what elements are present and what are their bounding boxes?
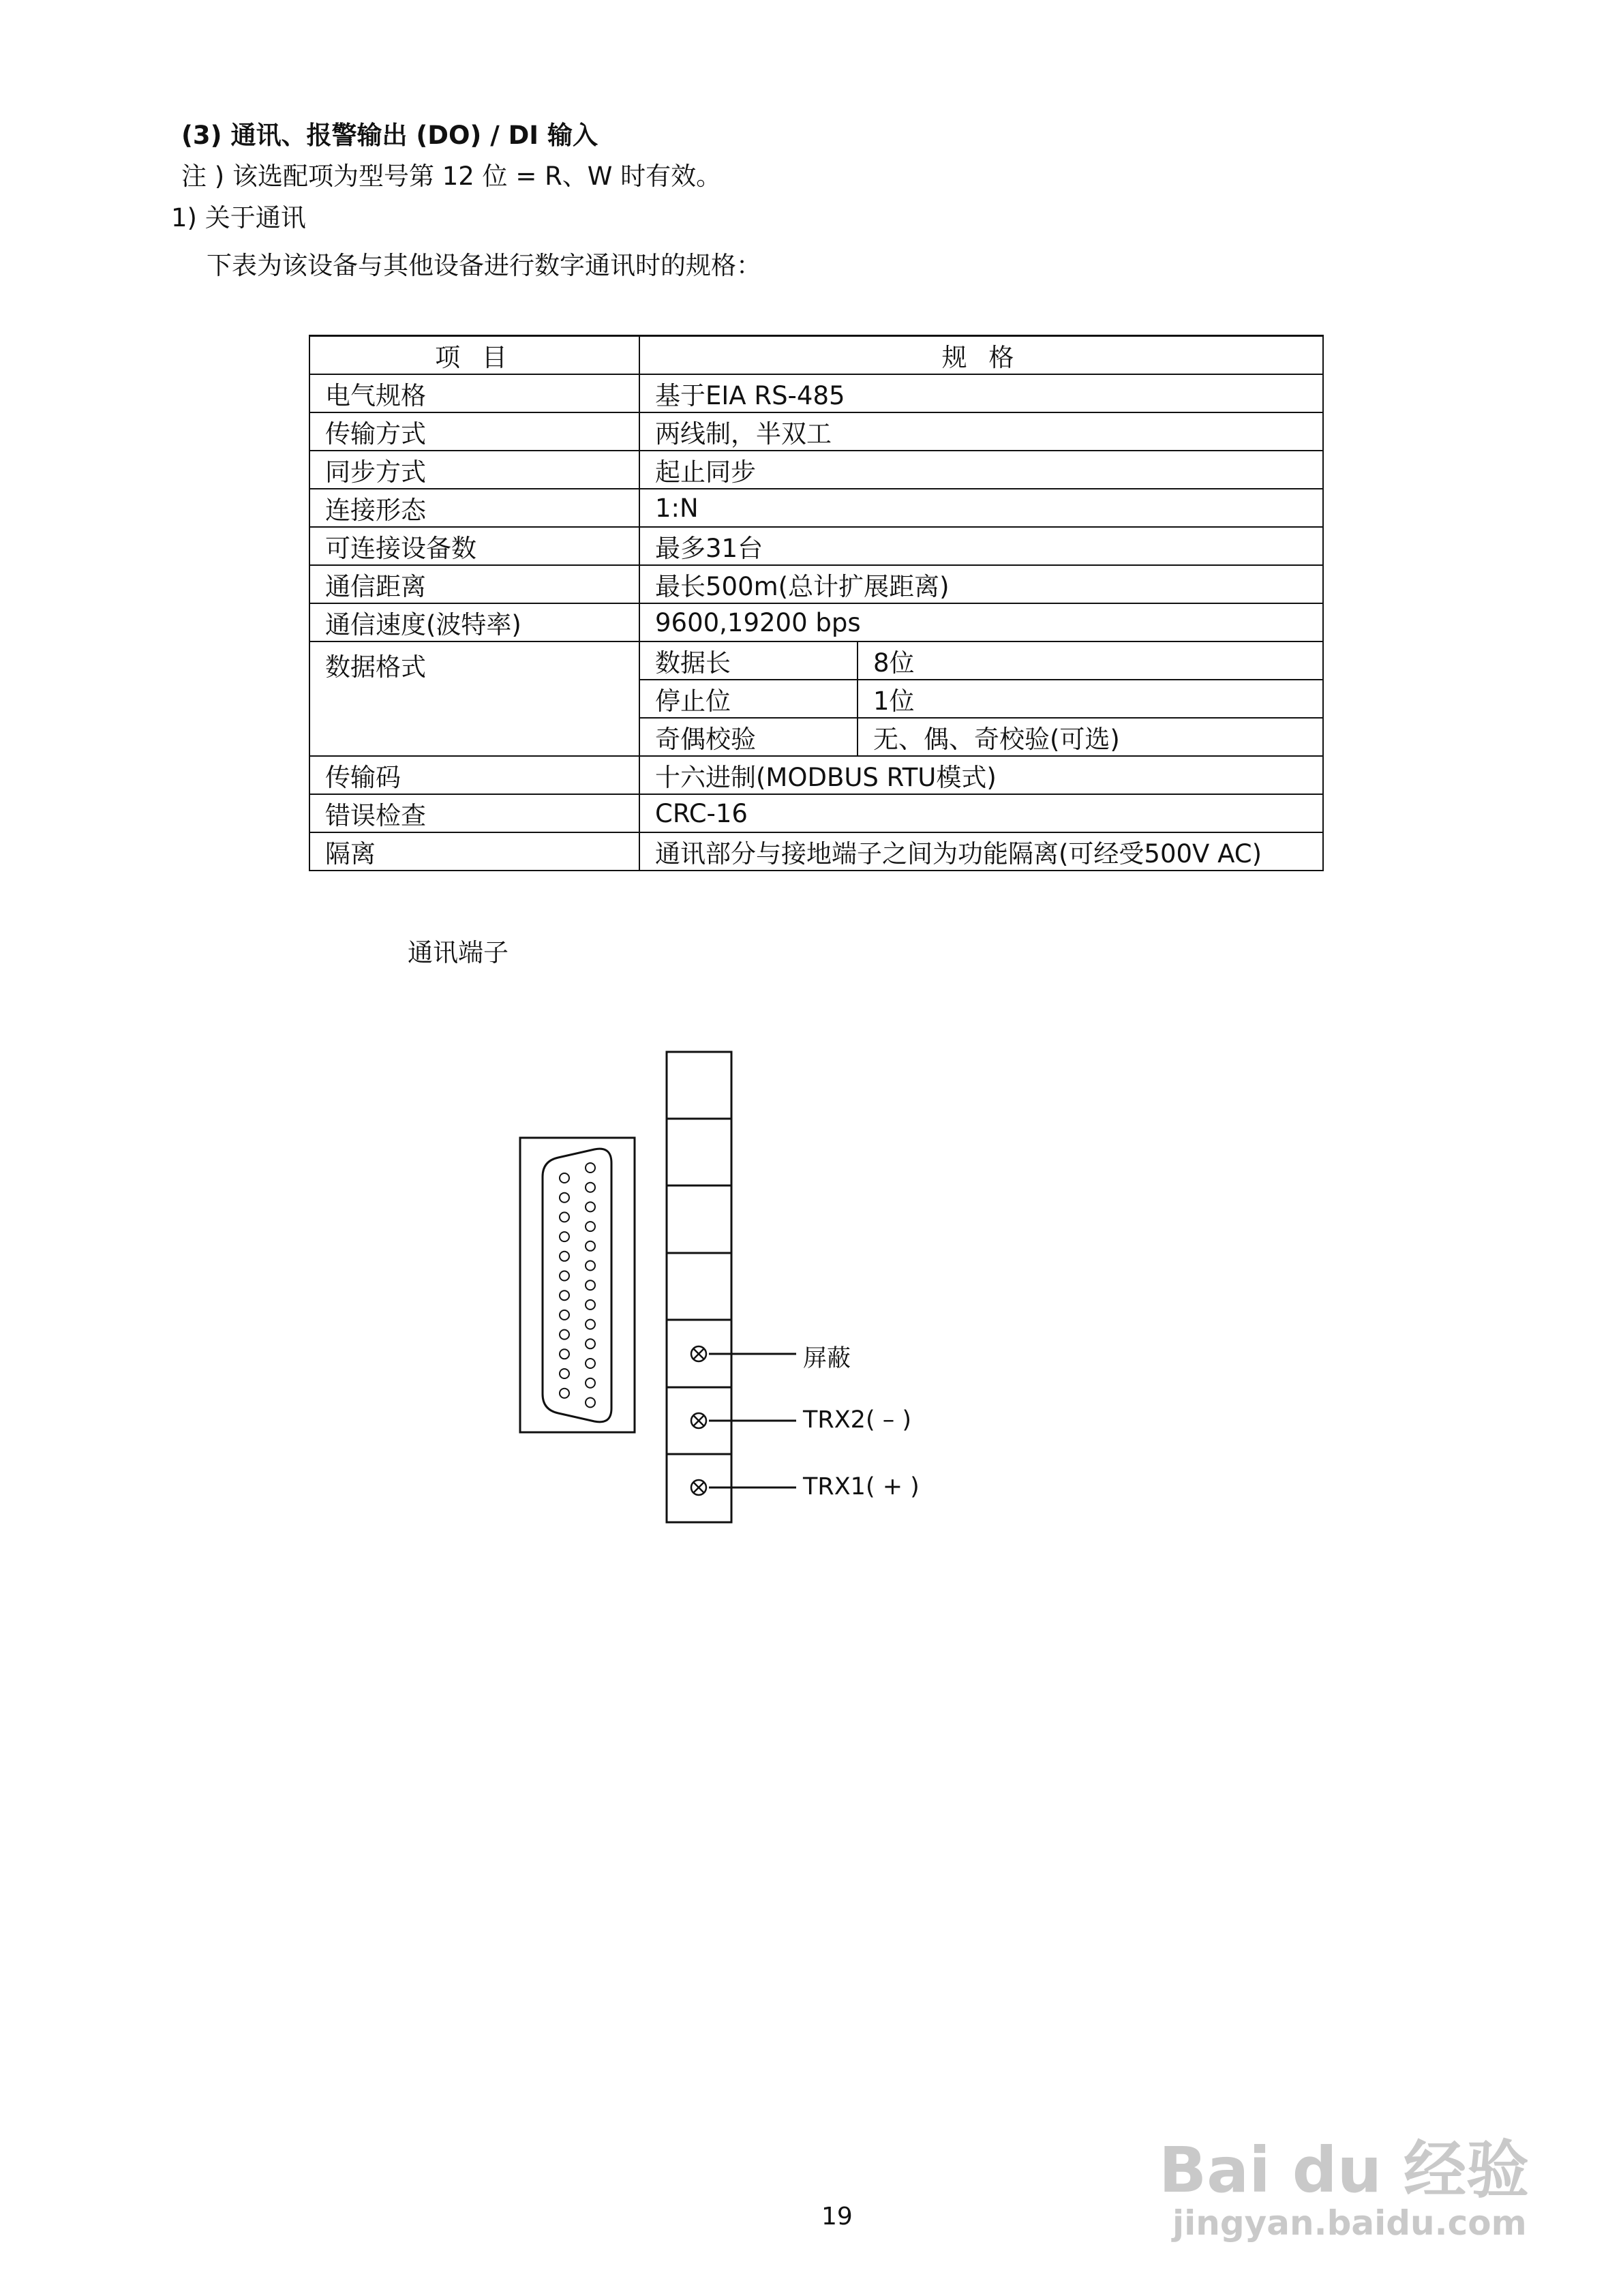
connector-pin [560, 1349, 569, 1359]
intro-text: 下表为该设备与其他设备进行数字通讯时的规格： [207, 251, 761, 280]
connector-pin [586, 1300, 595, 1310]
sub-item: 奇偶校验 [639, 718, 858, 756]
sub-item: 停止位 [639, 680, 858, 718]
connector-pin [560, 1193, 569, 1203]
header-item: 项 目 [309, 336, 639, 375]
terminal-label-trx2: TRX2( – ) [803, 1406, 912, 1434]
terminal-screw-trx2 [691, 1413, 796, 1428]
section-heading: (3) 通讯、报警输出 (DO) / DI 输入 [181, 121, 598, 150]
connector-pin [586, 1378, 595, 1388]
row-item: 错误检查 [309, 794, 639, 832]
sub-item: 数据长 [639, 641, 858, 680]
connector-pin [586, 1183, 595, 1192]
connector-pin [560, 1369, 569, 1378]
row-spec: 通讯部分与接地端子之间为功能隔离(可经受500V AC) [639, 832, 1323, 871]
page-number: 19 [821, 2203, 853, 2231]
terminal-screw-trx1 [691, 1480, 796, 1495]
row-spec: 最多31台 [639, 527, 1323, 565]
connector-pin [586, 1339, 595, 1348]
connector-pin [560, 1290, 569, 1300]
row-item: 通信距离 [309, 565, 639, 603]
connector-pin [560, 1212, 569, 1222]
connector-pin [586, 1261, 595, 1271]
row-spec: 十六进制(MODBUS RTU模式) [639, 756, 1323, 794]
watermark-url: jingyan.baidu.com [1172, 2203, 1527, 2243]
row-item: 同步方式 [309, 451, 639, 489]
connector-pin [586, 1359, 595, 1368]
connector-pin [560, 1271, 569, 1281]
row-spec: 两线制，半双工 [639, 412, 1323, 451]
header-spec: 规 格 [639, 336, 1323, 375]
connector-pin [586, 1202, 595, 1211]
db25-connector-icon [520, 1138, 635, 1432]
sub-value: 1位 [858, 680, 1323, 718]
row-item: 电气规格 [309, 374, 639, 412]
connector-pin [586, 1222, 595, 1231]
connector-pin [586, 1398, 595, 1407]
connector-pin [586, 1320, 595, 1329]
row-spec: CRC-16 [639, 794, 1323, 832]
connector-pin [560, 1389, 569, 1398]
row-item: 传输方式 [309, 412, 639, 451]
row-spec: 基于EIA RS-485 [639, 374, 1323, 412]
row-spec: 起止同步 [639, 451, 1323, 489]
connector-pin [560, 1330, 569, 1340]
sub-value: 无、偶、奇校验(可选) [858, 718, 1323, 756]
connector-pin [586, 1280, 595, 1290]
row-item: 可连接设备数 [309, 527, 639, 565]
row-spec: 1:N [639, 489, 1323, 527]
connector-pin [560, 1232, 569, 1241]
row-item: 通信速度(波特率) [309, 603, 639, 641]
connector-pin [560, 1173, 569, 1183]
option-note: 注 ) 该选配项为型号第 12 位 = R、W 时有效。 [181, 162, 722, 191]
connector-pin [586, 1241, 595, 1251]
row-spec: 最长500m(总计扩展距离) [639, 565, 1323, 603]
sub-value: 8位 [858, 641, 1323, 680]
terminal-screw-shield [691, 1346, 796, 1361]
row-item: 传输码 [309, 756, 639, 794]
terminal-label-trx1: TRX1( + ) [803, 1473, 920, 1500]
row-item: 连接形态 [309, 489, 639, 527]
watermark-logo: Bai du 经验 [1159, 2134, 1530, 2207]
connector-pin [560, 1310, 569, 1320]
connector-pin [586, 1163, 595, 1173]
row-spec: 9600,19200 bps [639, 603, 1323, 641]
row-item: 隔离 [309, 832, 639, 871]
diagram-title: 通讯端子 [408, 938, 509, 967]
connector-pin [560, 1252, 569, 1261]
subsection-heading: 1) 关于通讯 [171, 203, 306, 232]
terminal-label-shield: 屏蔽 [803, 1345, 851, 1372]
row-item-data-format: 数据格式 [309, 641, 639, 756]
terminal-block [667, 1052, 731, 1522]
